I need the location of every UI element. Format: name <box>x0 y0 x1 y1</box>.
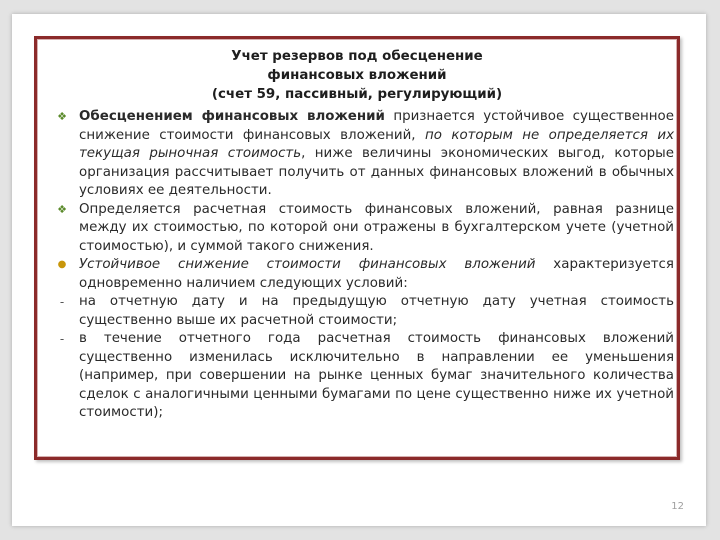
diamond-bullet-icon: ❖ <box>57 110 67 123</box>
definition-term: Обесценением финансовых вложений <box>79 109 385 124</box>
dash-bullet-icon: - <box>59 332 65 346</box>
condition-1-text: на отчетную дату и на предыдущую отчетную дату учетная стоимость существенно выше их расчетной стоимости; <box>79 294 674 328</box>
dot-bullet-icon: ● <box>57 259 67 270</box>
conditions-text: характеризуется одновременно наличием следующих условий: <box>79 257 674 291</box>
list-item-condition-2 <box>59 330 674 423</box>
list-item-condition-1 <box>59 293 674 330</box>
calculation-text: Определяется расчетная стоимость финансовых вложений, равная разнице между их стоимостью, по которой они отражены в бухгалтерском учете (учетной стоимостью), и суммой такого снижения. <box>79 201 674 254</box>
title-line-1: Учет резервов под обесценение <box>231 49 483 64</box>
slide-body <box>57 108 674 423</box>
slide <box>12 14 706 526</box>
slide-title <box>37 47 677 104</box>
slide-number: 12 <box>671 501 684 512</box>
definition-text-b: , ниже величины экономических выгод, которые организация рассчитывает получить от данных финансовых вложений в обычных условиях ее деятельности. <box>79 146 674 198</box>
list-item-definition <box>57 108 674 201</box>
dash-bullet-icon: - <box>59 295 65 309</box>
content-frame <box>34 36 680 460</box>
list-item-calculation <box>57 201 674 257</box>
diamond-bullet-icon: ❖ <box>57 202 67 216</box>
title-line-2: финансовых вложений <box>267 68 447 83</box>
list-item-conditions <box>57 256 674 293</box>
title-line-3: (счет 59, пассивный, регулирующий) <box>211 87 503 102</box>
definition-emphasis: по которым не определяется их текущая рыночная стоимость <box>79 127 674 161</box>
definition-text-a: признается устойчивое существенное снижение стоимости финансовых вложений, <box>79 109 674 143</box>
condition-2-text: в течение отчетного года расчетная стоимость финансовых вложений существенно изменилась исключительно в направлении ее уменьшения (например, при совершении на рынке ценных бумаг значительного количества сделок с аналогичными ценными бумагами по цене существенно ниже их учетной стоимости); <box>79 331 674 420</box>
conditions-emphasis: Устойчивое снижение стоимости финансовых вложений <box>79 257 536 272</box>
